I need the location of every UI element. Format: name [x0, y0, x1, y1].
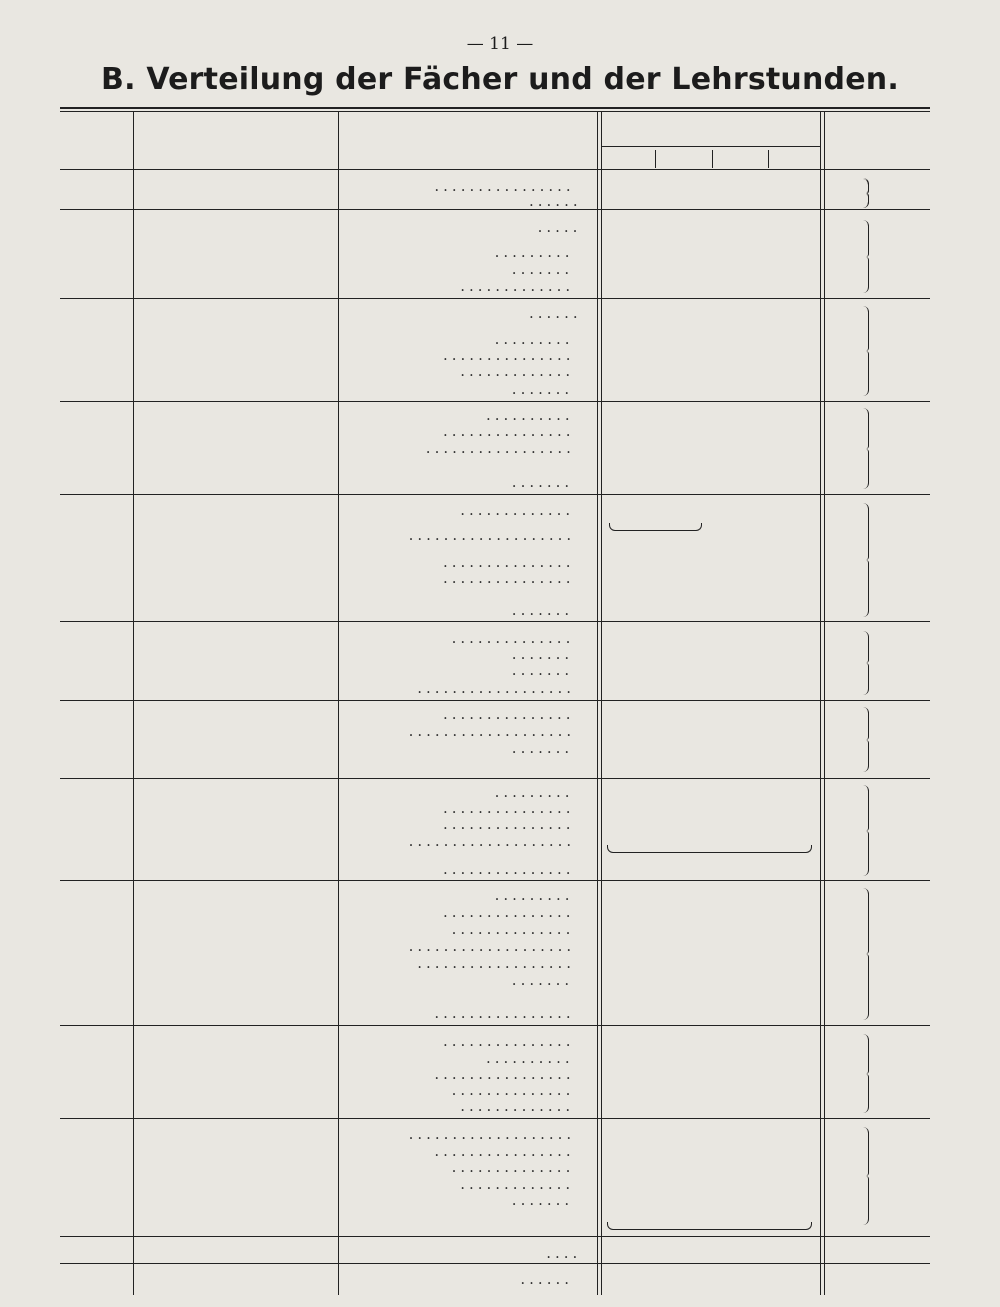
leader-dots: ................. — [425, 439, 575, 457]
leader-dots: ................... — [408, 526, 576, 544]
total-brace — [862, 178, 870, 208]
leader-dots: ....... — [511, 473, 574, 491]
leader-dots: ...... — [529, 192, 582, 210]
leader-dots: ................... — [408, 832, 576, 850]
leader-dots: ................ — [434, 1004, 575, 1022]
leader-dots: .............. — [451, 1081, 575, 1099]
total-brace — [862, 1034, 870, 1113]
top-rule — [60, 107, 930, 109]
total-brace — [862, 503, 870, 617]
total-brace — [862, 306, 870, 396]
column-rule — [712, 150, 713, 168]
teacher-rule — [60, 209, 930, 210]
leader-dots: ......... — [494, 243, 574, 261]
leader-dots: ............... — [443, 422, 575, 440]
teacher-rule — [60, 880, 930, 881]
teacher-rule — [60, 401, 930, 402]
leader-dots: ..... — [537, 218, 582, 236]
teacher-rule — [60, 1025, 930, 1026]
leader-dots: ................... — [408, 722, 576, 740]
page-title: B. Verteilung der Fächer und der Lehrstunden. — [101, 62, 899, 97]
leader-dots: ............... — [443, 705, 575, 723]
leader-dots: ............... — [443, 346, 575, 364]
leader-dots: ............... — [443, 569, 575, 587]
total-brace — [862, 785, 870, 876]
leader-dots: ............... — [443, 799, 575, 817]
leader-dots: ............... — [443, 1032, 575, 1050]
teacher-rule — [60, 1263, 930, 1264]
span-brace — [607, 845, 812, 853]
leader-dots: ............. — [460, 1097, 575, 1115]
teacher-rule — [60, 298, 930, 299]
total-brace — [862, 888, 870, 1020]
column-rule — [768, 150, 769, 168]
total-brace — [862, 631, 870, 695]
leader-dots: ...... — [520, 1270, 573, 1288]
leader-dots: ................... — [408, 1125, 576, 1143]
total-brace — [862, 707, 870, 772]
leader-dots: .............. — [451, 1158, 575, 1176]
leader-dots: ...... — [529, 304, 582, 322]
leader-dots: .................. — [417, 954, 576, 972]
leader-dots: ....... — [511, 260, 574, 278]
column-rule — [655, 150, 656, 168]
leader-dots: ....... — [511, 1191, 574, 1209]
leader-dots: ............... — [443, 860, 575, 878]
leader-dots: .............. — [451, 920, 575, 938]
leader-dots: .............. — [451, 629, 575, 647]
leader-dots: ....... — [511, 645, 574, 663]
leader-dots: ............. — [460, 1175, 575, 1193]
total-brace — [862, 220, 870, 293]
leader-dots: ................ — [434, 177, 575, 195]
page-number: — 11 — — [466, 34, 534, 54]
total-brace — [862, 1127, 870, 1225]
teacher-rule — [60, 494, 930, 495]
teacher-rule — [60, 700, 930, 701]
header-rule — [60, 169, 930, 170]
leader-dots: ............... — [443, 903, 575, 921]
leader-dots: ....... — [511, 971, 574, 989]
teacher-rule — [60, 1236, 930, 1237]
leader-dots: .................. — [417, 679, 576, 697]
leader-dots: .......... — [486, 406, 574, 424]
leader-dots: ....... — [511, 380, 574, 398]
leader-dots: ............. — [460, 362, 575, 380]
leader-dots: ............. — [460, 501, 575, 519]
leader-dots: .......... — [486, 1049, 574, 1067]
span-brace — [609, 523, 702, 531]
leader-dots: ......... — [494, 330, 574, 348]
teacher-rule — [60, 621, 930, 622]
leader-dots: ................ — [434, 1142, 575, 1160]
leader-dots: ................... — [408, 937, 576, 955]
total-brace — [862, 408, 870, 489]
subheader-rule — [602, 146, 820, 147]
span-brace — [607, 1222, 812, 1230]
teacher-rule — [60, 778, 930, 779]
leader-dots: ....... — [511, 661, 574, 679]
leader-dots: ....... — [511, 601, 574, 619]
leader-dots: ............. — [460, 277, 575, 295]
leader-dots: ......... — [494, 783, 574, 801]
leader-dots: ......... — [494, 886, 574, 904]
leader-dots: .... — [546, 1244, 582, 1262]
leader-dots: ............... — [443, 553, 575, 571]
teacher-rule — [60, 1118, 930, 1119]
leader-dots: ....... — [511, 739, 574, 757]
leader-dots: ................ — [434, 1065, 575, 1083]
leader-dots: ............... — [443, 815, 575, 833]
top-rule-thin — [60, 111, 930, 112]
